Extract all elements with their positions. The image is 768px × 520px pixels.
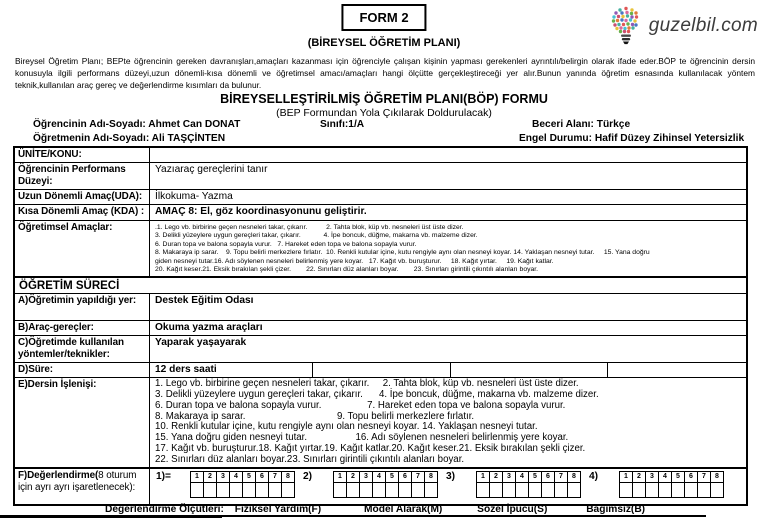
row-long-term-goal [15,189,746,204]
teacher-name-field: Öğretmenin Adı-Soyadı: Ali TAŞÇİNTEN [33,133,226,144]
plan-subtitle: (BİREYSEL ÖĞRETİM PLANI) [307,37,461,49]
teaching-place-value: Destek Eğitim Odası [155,294,254,306]
session-number-cell: 2 [490,472,503,483]
session-mark-cell [646,483,659,498]
row-lesson-flow [15,377,746,466]
session-number-cell: 7 [555,472,568,483]
short-term-goal-value: AMAÇ 8: El, göz koordinasyonunu geliştirir. [155,206,367,218]
row-short-term-goal [15,204,746,219]
session-number-cell: 3 [646,472,659,483]
unit-label: ÜNİTE/KONU: [15,148,150,162]
session-number-cell: 8 [568,472,581,483]
session-mark-cell [425,483,438,498]
form-title-note: (BEP Formundan Yola Çıkılarak Doldurulacak) [276,107,492,119]
disability-field: Engel Durumu: Hafif Düzey Zihinsel Yetersizlik [519,133,745,144]
objectives-line: 6. Duran topa ve balona sopayla vurur. 7. Hareket eden topa ve balona sopayla vurur. [155,240,417,248]
session-mark-cell [568,483,581,498]
duration-empty-cell [608,363,746,377]
row-process-header [15,276,746,293]
criterion-physical-help: Fiziksel Yardım(F) [234,504,322,515]
lesson-flow-label: E)Dersin İşlenişi: [15,378,150,466]
session-mark-cell [412,483,425,498]
objectives-line: 8. Makaraya ip sarar. 9. Topu belirli merkezlere fırlatır. 10. Renkli kutular içine, kutu rengiyle aynı olan nesneyi koyar. 14. Yaklaşan nesneyi tutar. 15. Yana doğru [155,249,650,257]
session-mark-cell [477,483,490,498]
lesson-flow-line: 3. Delikli yüzeylere uygun gereçleri takar, çıkarır. 4. İpe boncuk, düğme, makarna vb. malzeme dizer. [155,388,599,400]
session-number-cell: 1 [334,472,347,483]
session-number-cell: 2 [347,472,360,483]
lesson-flow-line: 17. Kağıt vb. buruşturur.18. Kağıt yırtar.19. Kağıt katlar.20. Kağıt keser.21. Eksik bırakılan şekli çizer. [155,442,586,454]
session-mark-cell [698,483,711,498]
objectives-line: 20. Kağıt keser.21. Eksik bırakılan şekli çizer. 22. Sınırları düz alanları boyar. 23. Sınırları girintili çıkıntılı alanları boyar. [155,266,539,274]
session-number-cell: 8 [711,472,724,483]
session-mark-cell [542,483,555,498]
short-term-goal-label: Kısa Dönemli Amaç (KDA) : [15,205,150,219]
row-performance [15,162,746,189]
session-mark-cell [334,483,347,498]
methods-value: Yaparak yaşayarak [155,336,247,348]
row-objectives [15,220,746,276]
session-number-cell: 6 [399,472,412,483]
long-term-goal-value: İlkokuma- Yazma [155,191,233,202]
logo-wordmark: guzelbil.com [648,15,758,36]
lesson-flow-line: 8. Makaraya ip sarar. 9. Topu belirli merkezlere fırlatır. [155,410,475,422]
session-number-cell: 7 [269,472,282,483]
materials-value: Okuma yazma araçları [155,321,263,333]
session-mark-cell [269,483,282,498]
long-term-goal-label: Uzun Dönemli Amaç(UDA): [15,190,150,204]
evaluation-group-label: 2) [303,470,313,482]
lesson-flow-line: 22. Sınırları düz alanları boyar.23. Sınırları girintili çıkıntılı alanları boyar. [155,453,465,465]
evaluation-group-label: 1)= [156,470,172,482]
criteria-title: Değerlendirme Ölçütleri: [105,504,224,515]
row-evaluation [15,467,746,504]
duration-empty-cell [313,363,451,377]
teaching-place-label: A)Öğretimin yapıldığı yer: [15,294,150,320]
session-mark-cell [490,483,503,498]
objectives-line: .1. Lego vb. birbirine geçen nesneleri takar, çıkarır. 2. Tahta blok, küp vb. nesneleri üst üste dizer. [155,223,464,231]
session-number-cell: 2 [204,472,217,483]
criterion-independent: Bağımsız(B) [586,504,646,515]
confetti-bulb-icon [608,5,644,47]
session-mark-cell [230,483,243,498]
session-number-cell: 8 [425,472,438,483]
lesson-flow-line: 6. Duran topa ve balona sopayla vurur. 7. Hareket eden topa ve balona sopayla vurur. [155,399,566,411]
info-line-2 [0,133,768,147]
objectives-line: 3. Delikli yüzeylere uygun gereçleri takar, çıkarır. 4. İpe boncuk, düğme, makarna vb. malzeme dizer. [155,232,478,240]
info-line-1 [0,119,768,133]
session-number-cell: 1 [620,472,633,483]
evaluation-label-bold: F)Değerlendirme( [18,469,99,481]
session-number-cell: 3 [360,472,373,483]
session-mark-cell [399,483,412,498]
bottom-rule [0,515,222,518]
row-methods [15,335,746,362]
session-number-cell: 7 [412,472,425,483]
session-mark-cell [204,483,217,498]
session-number-cell: 5 [243,472,256,483]
class-field: Sınıfı:1/A [320,119,365,130]
materials-label: B)Araç-gereçler: [15,321,150,335]
session-mark-cell [503,483,516,498]
session-number-cell: 3 [217,472,230,483]
duration-value: 12 ders saati [150,363,313,377]
session-mark-cell [256,483,269,498]
session-mark-cell [711,483,724,498]
session-mark-cell [386,483,399,498]
session-number-cell: 3 [503,472,516,483]
evaluation-group-label: 3) [446,470,456,482]
lesson-flow-line: 1. Lego vb. birbirine geçen nesneleri takar, çıkarır. 2. Tahta blok, küp vb. nesneleri üst üste dizer. [155,378,579,390]
session-number-cell: 4 [373,472,386,483]
session-number-cell: 6 [542,472,555,483]
session-number-cell: 8 [282,472,295,483]
form-title: BİREYSELLEŞTİRİLMİŞ ÖĞRETİM PLANI(BÖP) FORMU [220,92,548,106]
session-mark-cell [282,483,295,498]
form-number-box: FORM 2 [341,4,426,31]
session-mark-cell [191,483,204,498]
duration-label: D)Süre: [15,363,150,377]
session-mark-cell [360,483,373,498]
bop-form-table [13,146,748,506]
evaluation-label-note: 8 oturum için ayrı ayrı işaretlenecek): [18,469,137,493]
lesson-flow-line: 15. Yana doğru giden nesneyi tutar. 16. Adı söylenen nesneleri belirlenmiş yere koyar. [155,432,569,444]
session-number-cell: 6 [256,472,269,483]
session-number-cell: 7 [698,472,711,483]
performance-value: Yazıaraç gereçlerini tanır [155,164,268,175]
duration-value-cells [150,363,746,377]
session-mark-cell [659,483,672,498]
session-number-cell: 4 [516,472,529,483]
session-number-cell: 5 [672,472,685,483]
criterion-modeling: Model Alarak(M) [364,504,443,515]
session-number-cell: 4 [659,472,672,483]
row-materials [15,320,746,335]
session-mark-cell [529,483,542,498]
row-unit [15,148,746,162]
session-number-cell: 5 [386,472,399,483]
methods-label: C)Öğretimde kullanılan yöntemler/teknikler: [15,336,150,362]
performance-label: Öğrencinin Performans Düzeyi: [15,163,150,189]
session-mark-cell [243,483,256,498]
session-number-cell: 1 [191,472,204,483]
objectives-value [150,221,746,276]
session-number-cell: 6 [685,472,698,483]
evaluation-grid [190,471,295,498]
objectives-label: Öğretimsel Amaçlar: [15,221,150,276]
evaluation-grid [333,471,438,498]
session-mark-cell [555,483,568,498]
logo [608,5,758,47]
row-teaching-place [15,293,746,320]
info-block [0,119,768,147]
unit-value [150,148,746,162]
session-number-cell: 1 [477,472,490,483]
session-number-cell: 2 [633,472,646,483]
session-mark-cell [217,483,230,498]
session-mark-cell [672,483,685,498]
evaluation-group-label: 4) [589,470,599,482]
session-mark-cell [620,483,633,498]
process-section-header: ÖĞRETİM SÜRECİ [19,279,120,292]
evaluation-grid [476,471,581,498]
skill-area-field: Beceri Alanı: Türkçe [532,119,631,130]
session-mark-cell [633,483,646,498]
evaluation-value [150,469,746,504]
evaluation-label [15,469,150,504]
session-number-cell: 5 [529,472,542,483]
evaluation-grid [619,471,724,498]
row-duration [15,362,746,377]
duration-empty-cell [451,363,608,377]
intro-paragraph: Bireysel Öğretim Planı; BEPte öğrencinin gereken davranışları,amaçları kazanması için öğrenciyle çalışan kişinin yapması gerekenleri ayrıntılı/belirgin olarak ifade eder.BÖP te öğrencinin dersin konusuyla ilgili performans düzeyi,uzun dönemli-kısa dönemli ve öğretimsel amacı/amaçları hangi ölçütte gerçekleştireceği yer alır.Bunun yanında öğretim esnasında kullanılacak yöntem teknik,kullanılan araç gereç ve değerlendirme kısımları da bulunur. [15,56,755,90]
student-name-field: Öğrencinin Adı-Soyadı: Ahmet Can DONAT [33,119,241,130]
session-mark-cell [373,483,386,498]
session-mark-cell [516,483,529,498]
lesson-flow-line: 10. Renkli kutular içine, kutu rengiyle aynı olan nesneyi koyar. 14. Yaklaşan nesneyi tutar. [155,421,538,433]
criterion-verbal-cue: Sözel İpucu(S) [477,504,548,515]
session-number-cell: 4 [230,472,243,483]
session-mark-cell [685,483,698,498]
lesson-flow-value [150,378,746,466]
session-mark-cell [347,483,360,498]
objectives-line: giden nesneyi tutar.16. Adı söylenen nesneleri belirlenmiş yere koyar. 17. Kağıt vb. buruşturur. 18. Kağıt yırtar. 19. Kağıt katlar. [155,257,554,265]
